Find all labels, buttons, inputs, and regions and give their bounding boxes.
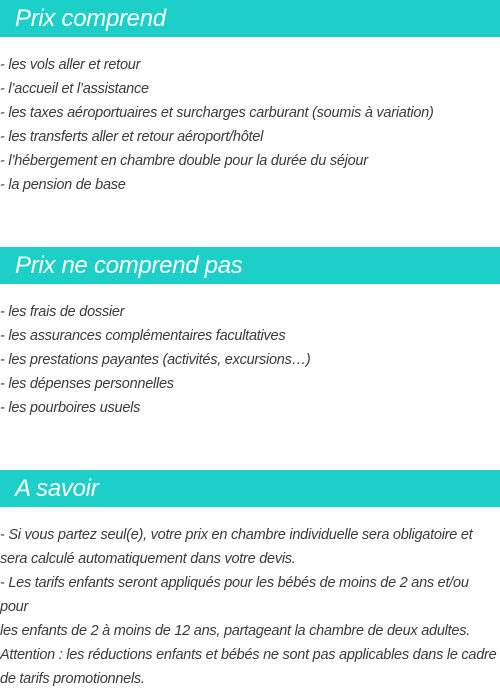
list-item: - l’hébergement en chambre double pour la durée du séjour (0, 153, 368, 169)
list-item: - les assurances complémentaires facultatives (0, 328, 286, 344)
list-item: - les prestations payantes (activités, excursions…) (0, 352, 311, 368)
good-to-know-text (0, 523, 500, 691)
section-title: A savoir (15, 475, 99, 502)
section-header-not-included (0, 247, 500, 284)
section-header-included (0, 0, 500, 37)
list-item: - les dépenses personnelles (0, 376, 174, 392)
paragraph-line: sera calculé automatiquement dans votre devis. (0, 551, 296, 567)
paragraph-line: - Si vous partez seul(e), votre prix en chambre individuelle sera obligatoire et (0, 527, 473, 543)
list-item: - les frais de dossier (0, 304, 125, 320)
not-included-list (0, 300, 500, 420)
paragraph-line: de tarifs promotionnels. (0, 671, 145, 687)
paragraph-line: - Les tarifs enfants seront appliqués pour les bébés de moins de 2 ans et/ou pour (0, 575, 469, 615)
paragraph-line: Attention : les réductions enfants et bébés ne sont pas applicables dans le cadre (0, 647, 497, 663)
list-item: - les taxes aéroportuaires et surcharges carburant (soumis à variation) (0, 105, 434, 121)
section-title: Prix comprend (15, 5, 166, 32)
list-item: - l’accueil et l’assistance (0, 81, 149, 97)
list-item: - la pension de base (0, 177, 126, 193)
list-item: - les pourboires usuels (0, 400, 141, 416)
paragraph-line: les enfants de 2 à moins de 12 ans, partageant la chambre de deux adultes. (0, 623, 470, 639)
included-list (0, 53, 500, 197)
list-item: - les vols aller et retour (0, 57, 141, 73)
section-title: Prix ne comprend pas (15, 252, 243, 279)
section-header-good-to-know (0, 470, 500, 507)
list-item: - les transferts aller et retour aéroport/hôtel (0, 129, 264, 145)
